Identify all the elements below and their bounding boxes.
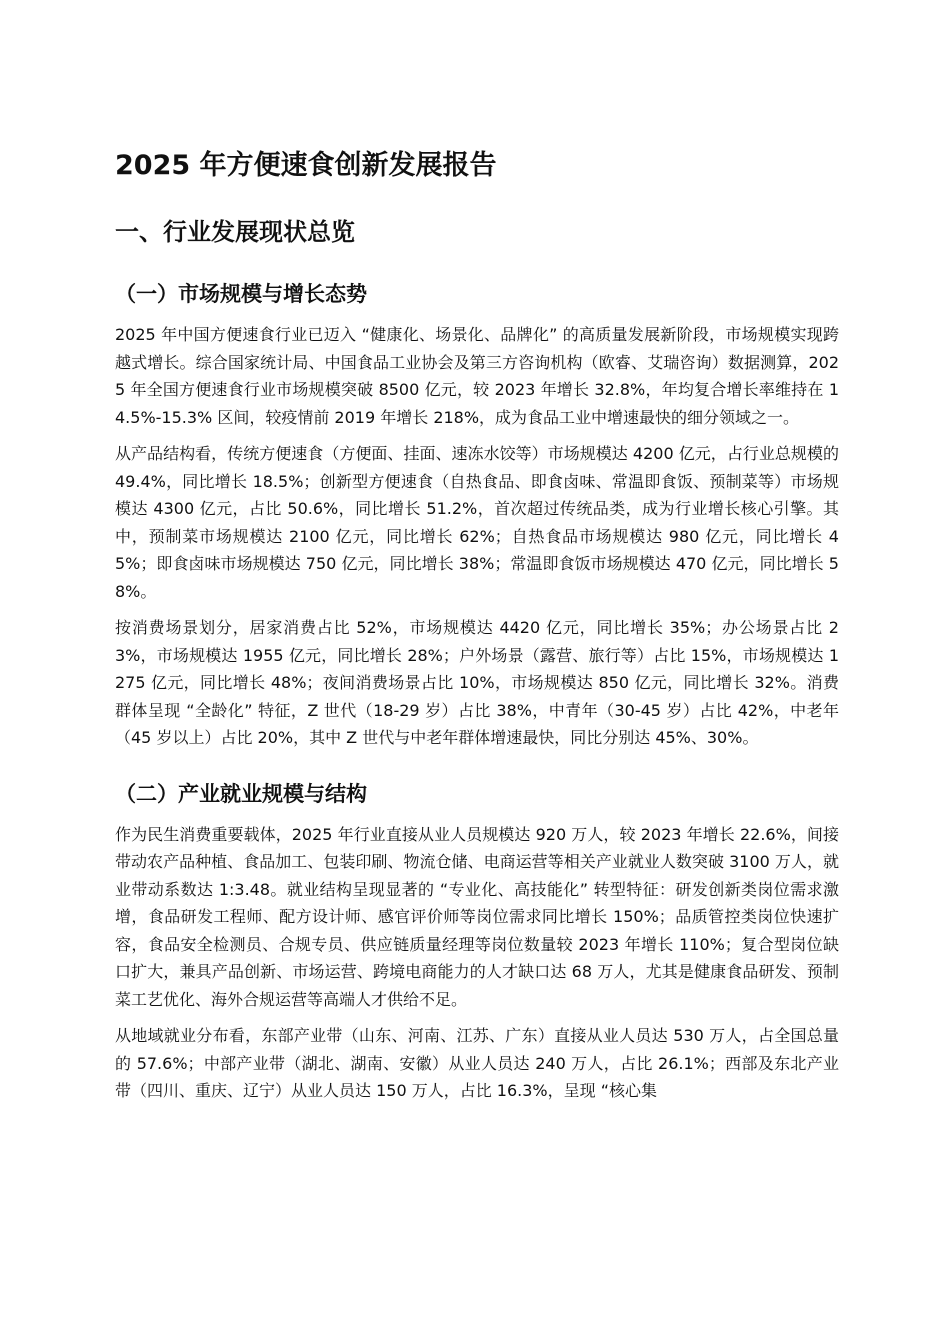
document-page [115, 142, 839, 1105]
subsection-heading-market-size: （一）市场规模与增长态势 [115, 282, 367, 306]
section-heading-1: 一、行业发展现状总览 [115, 218, 355, 246]
paragraph-consumption-scenarios: 按消费场景划分，居家消费占比 52%，市场规模达 4420 亿元，同比增长 35%；办公场景占比 23%，市场规模达 1955 亿元，同比增长 28%；户外场景（露营、旅行等）占比 15%，市场规模达 1275 亿元，同比增长 48%；夜间消费场景占比 10%，市场规模达 850 亿元，同比增长 32%。消费群体呈现 “全龄化” 特征，Z 世代（18-29 岁）占比 38%，中青年（30-45 岁）占比 42%，中老年（45 岁以上）占比 20%，其中 Z 世代与中老年群体增速最快，同比分别达 45%、30%。 [115, 618, 839, 747]
paragraph-regional-employment: 从地域就业分布看，东部产业带（山东、河南、江苏、广东）直接从业人员达 530 万人，占全国总量的 57.6%；中部产业带（湖北、湖南、安徽）从业人员达 240 万人，占比 26.1%；西部及东北产业带（四川、重庆、辽宁）从业人员达 150 万人，占比 16.3%，呈现 “核心集 [115, 1026, 839, 1100]
paragraph-market-overview: 2025 年中国方便速食行业已迈入 “健康化、场景化、品牌化” 的高质量发展新阶段，市场规模实现跨越式增长。综合国家统计局、中国食品工业协会及第三方咨询机构（欧睿、艾瑞咨询）数据测算，2025 年全国方便速食行业市场规模突破 8500 亿元，较 2023 年增长 32.8%，年均复合增长率维持在 14.5%-15.3% 区间，较疫情前 2019 年增长 218%，成为食品工业中增速最快的细分领域之一。 [115, 325, 839, 427]
paragraph-product-structure: 从产品结构看，传统方便速食（方便面、挂面、速冻水饺等）市场规模达 4200 亿元，占行业总规模的 49.4%，同比增长 18.5%；创新型方便速食（自热食品、即食卤味、常温即食饭、预制菜等）市场规模达 4300 亿元，占比 50.6%，同比增长 51.2%，首次超过传统品类，成为行业增长核心引擎。其中，预制菜市场规模达 2100 亿元，同比增长 62%；自热食品市场规模达 980 亿元，同比增长 45%；即食卤味市场规模达 750 亿元，同比增长 38%；常温即食饭市场规模达 470 亿元，同比增长 58%。 [115, 444, 839, 601]
subsection-heading-employment: （二）产业就业规模与结构 [115, 781, 367, 806]
document-title: 2025 年方便速食创新发展报告 [115, 150, 497, 181]
paragraph-employment-scale: 作为民生消费重要载体，2025 年行业直接从业人员规模达 920 万人，较 2023 年增长 22.6%，间接带动农产品种植、食品加工、包装印刷、物流仓储、电商运营等相关产业就业人数突破 3100 万人，就业带动系数达 1:3.48。就业结构呈现显著的 “专业化、高技能化” 转型特征：研发创新类岗位需求激增，食品研发工程师、配方设计师、感官评价师等岗位需求同比增长 150%；品质管控类岗位快速扩容，食品安全检测员、合规专员、供应链质量经理等岗位数量较 2023 年增长 110%；复合型岗位缺口扩大，兼具产品创新、市场运营、跨境电商能力的人才缺口达 68 万人，尤其是健康食品研发、预制菜工艺优化、海外合规运营等高端人才供给不足。 [115, 824, 839, 1009]
